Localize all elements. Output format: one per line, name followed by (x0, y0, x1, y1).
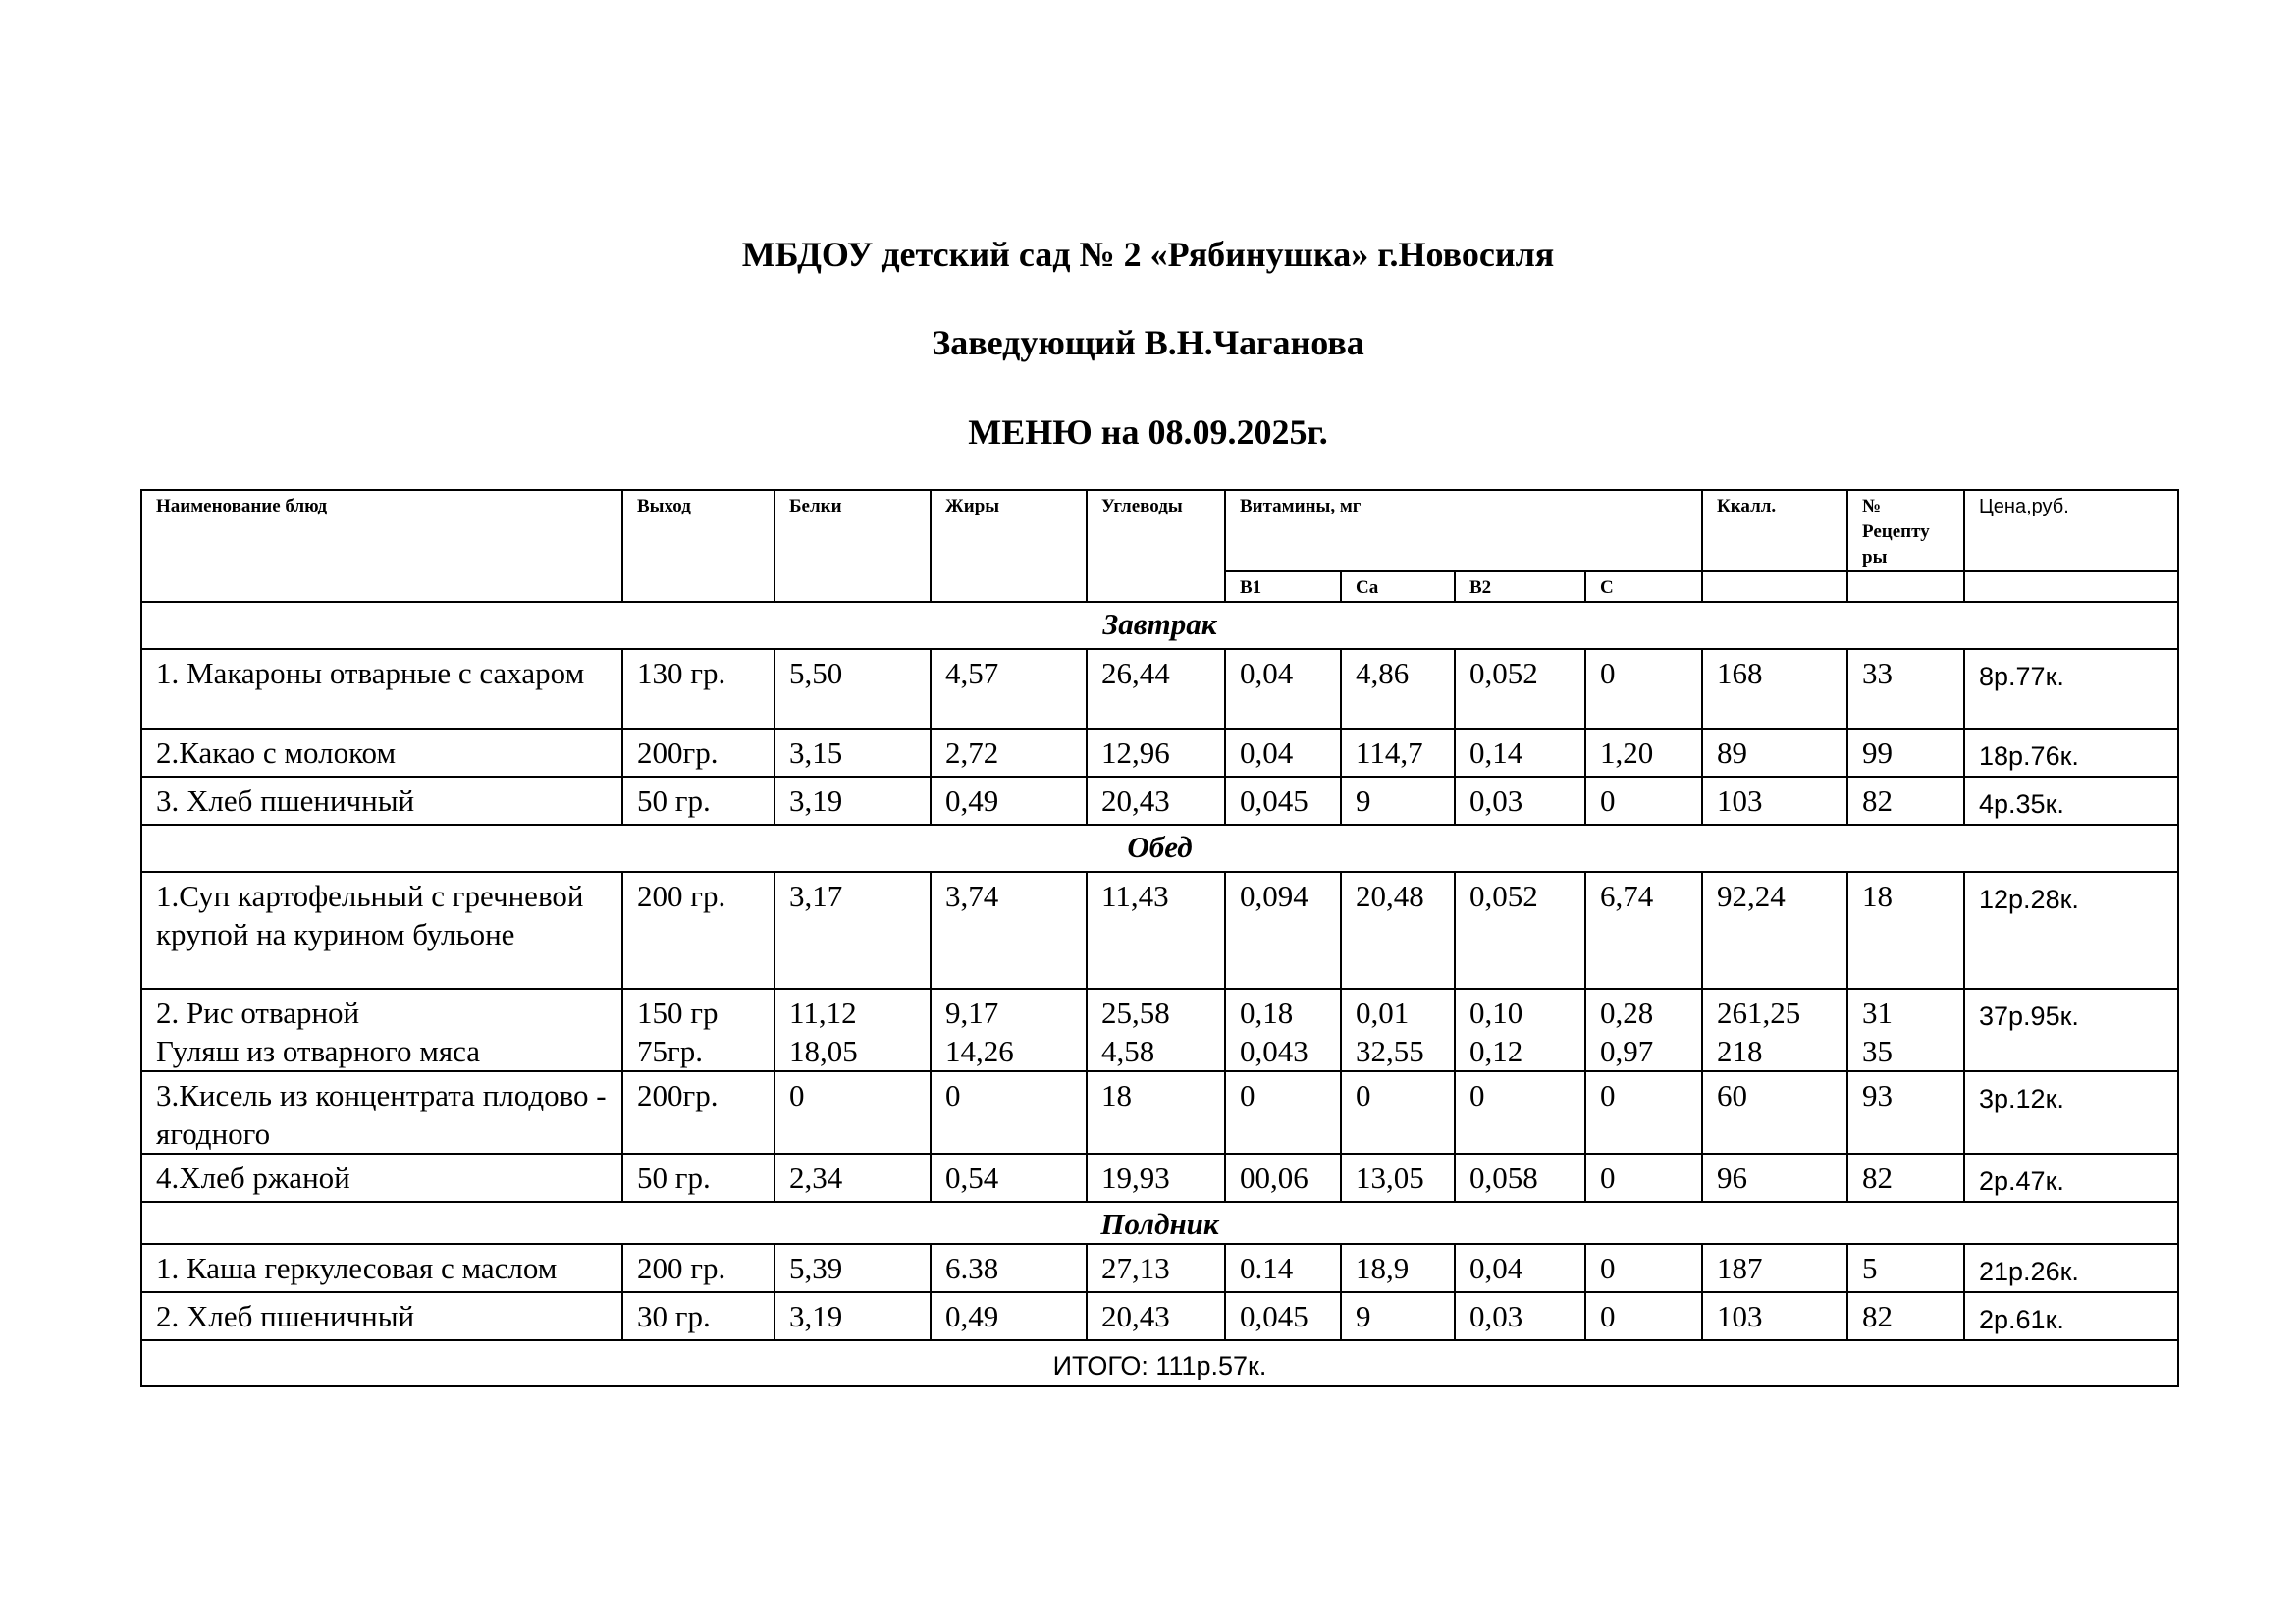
kcal-cell: 103 (1702, 1292, 1847, 1340)
vitamin-b2-line: 0,12 (1469, 1034, 1523, 1068)
col-yield-header: Выход (622, 490, 774, 602)
col-ca-header: Са (1341, 571, 1455, 602)
kcal-cell (1702, 989, 1847, 1071)
vitamin-b2-cell: 0,14 (1455, 729, 1585, 777)
table-row (141, 1292, 2178, 1340)
yield-line: 150 гр (637, 996, 719, 1030)
institution-title: МБДОУ детский сад № 2 «Рябинушка» г.Новосиля (741, 235, 1555, 274)
price-cell: 37р.95к. (1964, 989, 2178, 1071)
price-cell: 2р.61к. (1964, 1292, 2178, 1340)
dish-name-cell: 3.Кисель из концентрата плодово - ягодного (141, 1071, 622, 1154)
fat-line: 9,17 (945, 996, 999, 1030)
kcal-line: 218 (1717, 1034, 1763, 1068)
vitamin-c-line: 0,97 (1600, 1034, 1654, 1068)
fat-cell: 0 (931, 1071, 1087, 1154)
calcium-cell: 13,05 (1341, 1154, 1455, 1202)
table-row (141, 729, 2178, 777)
price-cell: 3р.12к. (1964, 1071, 2178, 1154)
table-row (141, 1244, 2178, 1292)
kcal-cell: 60 (1702, 1071, 1847, 1154)
recipe-number-cell: 99 (1847, 729, 1964, 777)
yield-cell: 200 гр. (622, 872, 774, 989)
recipe-number-cell: 33 (1847, 649, 1964, 729)
carbs-cell: 12,96 (1087, 729, 1225, 777)
calcium-cell: 20,48 (1341, 872, 1455, 989)
col-protein-header: Белки (774, 490, 931, 602)
fat-cell: 3,74 (931, 872, 1087, 989)
col-b1-header: В1 (1225, 571, 1341, 602)
header-row (141, 490, 2178, 571)
calcium-line: 32,55 (1356, 1034, 1424, 1068)
vitamin-c-cell: 0 (1585, 1071, 1702, 1154)
vitamin-c-cell: 0 (1585, 1154, 1702, 1202)
empty-cell (1702, 571, 1847, 602)
carbs-line: 4,58 (1101, 1034, 1155, 1068)
kcal-cell: 89 (1702, 729, 1847, 777)
recipe-number-line: 31 (1862, 996, 1893, 1030)
vitamin-b2-cell: 0 (1455, 1071, 1585, 1154)
kcal-cell: 187 (1702, 1244, 1847, 1292)
vitamin-b2-cell: 0,04 (1455, 1244, 1585, 1292)
price-cell: 12р.28к. (1964, 872, 2178, 989)
section-title: Обед (141, 825, 2178, 872)
col-recipe-header: № Рецепту ры (1847, 490, 1964, 571)
carbs-cell: 20,43 (1087, 777, 1225, 825)
vitamin-b2-cell (1455, 989, 1585, 1071)
vitamin-b2-cell: 0,052 (1455, 872, 1585, 989)
vitamin-b2-cell: 0,058 (1455, 1154, 1585, 1202)
protein-cell: 5,50 (774, 649, 931, 729)
recipe-number-cell: 82 (1847, 1292, 1964, 1340)
section-row (141, 1202, 2178, 1244)
dish-name-cell (141, 989, 622, 1071)
vitamin-b1-line: 0,18 (1240, 996, 1294, 1030)
kcal-line: 261,25 (1717, 996, 1801, 1030)
calcium-cell: 9 (1341, 777, 1455, 825)
vitamin-b2-cell: 0,03 (1455, 1292, 1585, 1340)
protein-cell (774, 989, 931, 1071)
col-carbs-header: Углеводы (1087, 490, 1225, 602)
fat-cell: 2,72 (931, 729, 1087, 777)
kcal-cell: 168 (1702, 649, 1847, 729)
table-row (141, 1154, 2178, 1202)
calcium-cell (1341, 989, 1455, 1071)
vitamin-b1-cell (1225, 989, 1341, 1071)
table-row (141, 989, 2178, 1071)
fat-line: 14,26 (945, 1034, 1014, 1068)
carbs-cell: 26,44 (1087, 649, 1225, 729)
protein-cell: 5,39 (774, 1244, 931, 1292)
carbs-cell: 19,93 (1087, 1154, 1225, 1202)
vitamin-b1-cell: 0 (1225, 1071, 1341, 1154)
carbs-cell: 20,43 (1087, 1292, 1225, 1340)
recipe-number-line: 35 (1862, 1034, 1893, 1068)
vitamin-b2-line: 0,10 (1469, 996, 1523, 1030)
yield-cell: 50 гр. (622, 1154, 774, 1202)
price-cell: 18р.76к. (1964, 729, 2178, 777)
col-fat-header: Жиры (931, 490, 1087, 602)
dish-name-line: Гуляш из отварного мяса (156, 1034, 480, 1068)
vitamin-b1-cell: 0,04 (1225, 729, 1341, 777)
yield-cell: 30 гр. (622, 1292, 774, 1340)
protein-cell: 3,19 (774, 777, 931, 825)
recipe-number-cell: 82 (1847, 777, 1964, 825)
col-b2-header: В2 (1455, 571, 1585, 602)
col-price-header: Цена,руб. (1964, 490, 2178, 571)
menu-title: МЕНЮ на 08.09.2025г. (968, 412, 1328, 452)
vitamin-c-cell: 0 (1585, 777, 1702, 825)
carbs-cell (1087, 989, 1225, 1071)
dish-name-cell: 3. Хлеб пшеничный (141, 777, 622, 825)
vitamin-c-line: 0,28 (1600, 996, 1654, 1030)
carbs-line: 25,58 (1101, 996, 1170, 1030)
section-title: Завтрак (141, 602, 2178, 649)
vitamin-c-cell: 6,74 (1585, 872, 1702, 989)
vitamin-b1-cell: 0,045 (1225, 777, 1341, 825)
carbs-cell: 27,13 (1087, 1244, 1225, 1292)
calcium-cell: 9 (1341, 1292, 1455, 1340)
dish-name-cell: 1. Каша геркулесовая с маслом (141, 1244, 622, 1292)
yield-cell: 200 гр. (622, 1244, 774, 1292)
price-cell: 2р.47к. (1964, 1154, 2178, 1202)
kcal-cell: 103 (1702, 777, 1847, 825)
vitamin-c-cell: 1,20 (1585, 729, 1702, 777)
yield-cell: 130 гр. (622, 649, 774, 729)
recipe-number-cell: 93 (1847, 1071, 1964, 1154)
col-kcal-header: Ккалл. (1702, 490, 1847, 571)
vitamin-c-cell: 0 (1585, 1244, 1702, 1292)
head-name: Заведующий В.Н.Чаганова (932, 323, 1364, 362)
carbs-cell: 18 (1087, 1071, 1225, 1154)
col-name-header: Наименование блюд (141, 490, 622, 602)
vitamin-b2-cell: 0,052 (1455, 649, 1585, 729)
recipe-number-cell: 82 (1847, 1154, 1964, 1202)
calcium-cell: 18,9 (1341, 1244, 1455, 1292)
vitamin-b1-line: 0,043 (1240, 1034, 1308, 1068)
col-c-header: С (1585, 571, 1702, 602)
kcal-cell: 96 (1702, 1154, 1847, 1202)
section-row (141, 602, 2178, 649)
calcium-cell: 114,7 (1341, 729, 1455, 777)
fat-cell: 0,49 (931, 1292, 1087, 1340)
carbs-cell: 11,43 (1087, 872, 1225, 989)
yield-cell: 50 гр. (622, 777, 774, 825)
protein-cell: 3,19 (774, 1292, 931, 1340)
fat-cell (931, 989, 1087, 1071)
fat-cell: 4,57 (931, 649, 1087, 729)
vitamin-b1-cell: 0,045 (1225, 1292, 1341, 1340)
price-cell: 21р.26к. (1964, 1244, 2178, 1292)
total-row (141, 1340, 2178, 1386)
yield-cell: 200гр. (622, 1071, 774, 1154)
menu-table (140, 489, 2179, 1387)
fat-cell: 0,54 (931, 1154, 1087, 1202)
vitamin-b2-cell: 0,03 (1455, 777, 1585, 825)
protein-line: 18,05 (789, 1034, 858, 1068)
dish-name-line: 2. Рис отварной (156, 996, 360, 1030)
dish-name-cell: 1.Суп картофельный с гречневой крупой на курином бульоне (141, 872, 622, 989)
dish-name-cell: 2. Хлеб пшеничный (141, 1292, 622, 1340)
section-title: Полдник (141, 1202, 2178, 1244)
calcium-line: 0,01 (1356, 996, 1410, 1030)
fat-cell: 6.38 (931, 1244, 1087, 1292)
protein-cell: 0 (774, 1071, 931, 1154)
dish-name-cell: 1. Макароны отварные с сахаром (141, 649, 622, 729)
vitamin-b1-cell: 0,094 (1225, 872, 1341, 989)
recipe-number-cell: 18 (1847, 872, 1964, 989)
protein-cell: 3,17 (774, 872, 931, 989)
recipe-number-cell: 5 (1847, 1244, 1964, 1292)
calcium-cell: 0 (1341, 1071, 1455, 1154)
calcium-cell: 4,86 (1341, 649, 1455, 729)
yield-line: 75гр. (637, 1034, 703, 1068)
table-row (141, 649, 2178, 729)
yield-cell (622, 989, 774, 1071)
protein-cell: 3,15 (774, 729, 931, 777)
kcal-cell: 92,24 (1702, 872, 1847, 989)
total-value: ИТОГО: 111р.57к. (141, 1340, 2178, 1386)
protein-cell: 2,34 (774, 1154, 931, 1202)
vitamin-b1-cell: 00,06 (1225, 1154, 1341, 1202)
vitamin-c-cell: 0 (1585, 1292, 1702, 1340)
col-vitamins-header: Витамины, мг (1225, 490, 1702, 571)
table-row (141, 872, 2178, 989)
empty-cell (1847, 571, 1964, 602)
table-row (141, 1071, 2178, 1154)
dish-name-cell: 4.Хлеб ржаной (141, 1154, 622, 1202)
fat-cell: 0,49 (931, 777, 1087, 825)
vitamin-c-cell (1585, 989, 1702, 1071)
section-row (141, 825, 2178, 872)
table-row (141, 777, 2178, 825)
price-cell: 4р.35к. (1964, 777, 2178, 825)
vitamin-b1-cell: 0,04 (1225, 649, 1341, 729)
recipe-number-cell (1847, 989, 1964, 1071)
vitamin-b1-cell: 0.14 (1225, 1244, 1341, 1292)
price-cell: 8р.77к. (1964, 649, 2178, 729)
vitamin-c-cell: 0 (1585, 649, 1702, 729)
protein-line: 11,12 (789, 996, 857, 1030)
dish-name-cell: 2.Какао с молоком (141, 729, 622, 777)
yield-cell: 200гр. (622, 729, 774, 777)
empty-cell (1964, 571, 2178, 602)
